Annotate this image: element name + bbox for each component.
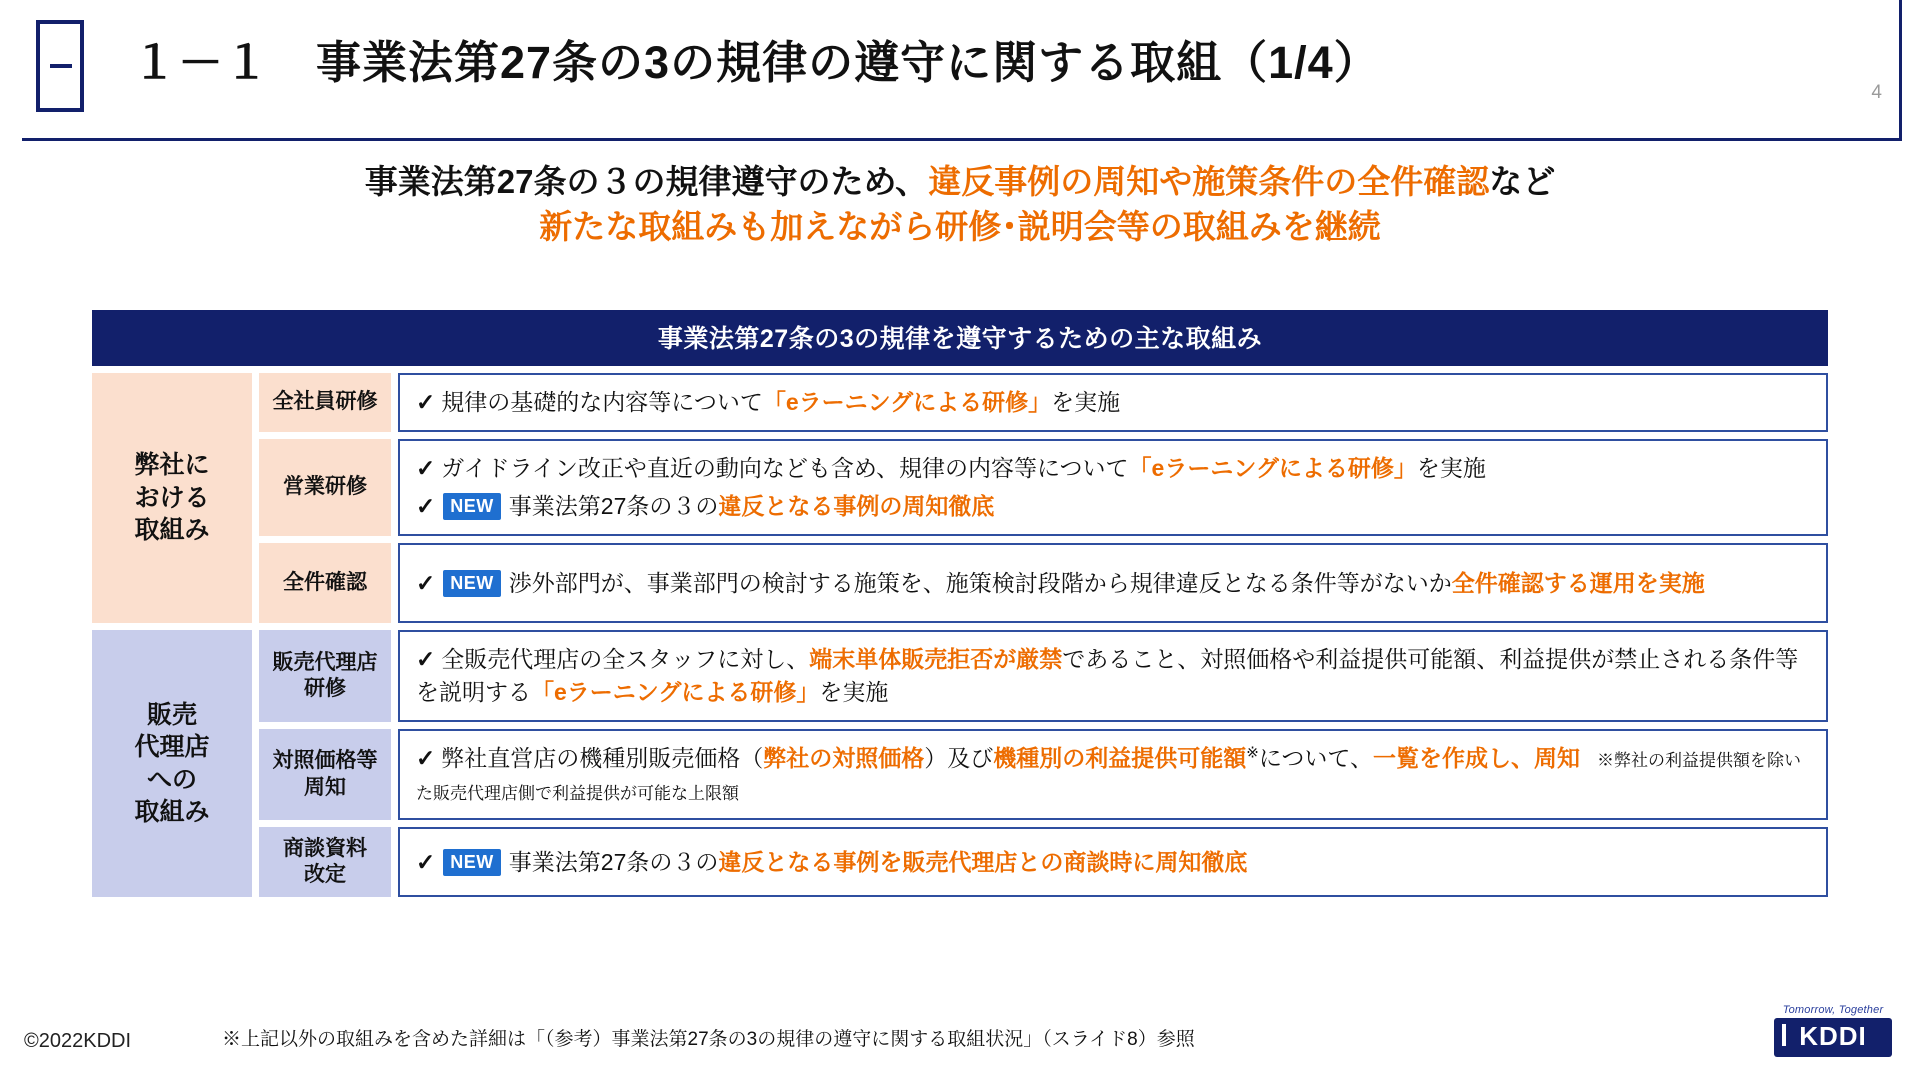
text-segment: 規律の基礎的な内容等について [441,389,763,415]
new-badge: NEW [443,849,501,876]
table-grid [92,373,1828,897]
row-body-reference-price [398,729,1828,820]
header-divider [22,138,1902,141]
check-icon: ✓ [416,744,436,771]
check-icon: ✓ [416,569,436,596]
text-segment: 全販売代理店の全スタッフに対し、 [441,646,810,673]
table-band-title: 事業法第27条の3の規律を遵守するための主な取組み [92,310,1828,366]
text-segment-highlight: 弊社の対照価格 [763,744,925,771]
row-label-sales-training: 営業研修 [259,439,391,536]
page-number: 4 [1871,82,1882,103]
check-icon: ✓ [416,493,436,520]
bullet-line [416,643,1812,708]
text-segment: ）及び [924,744,994,771]
group-label-company: 弊社に おける 取組み [92,373,252,623]
lead-line-1-part-3: など [1489,163,1556,200]
row-body-material-revision [398,827,1828,897]
check-icon: ✓ [416,646,436,673]
page-title: １－１ 事業法第27条の3の規律の遵守に関する取組（1/4） [132,37,1380,88]
bullet-line [416,452,1812,485]
table-row [259,439,1828,536]
footer-note: ※上記以外の取組みを含めた詳細は「（参考）事業法第27条の3の規律の遵守に関する取組状況」（スライド8）参照 [222,1029,1195,1050]
text-segment-highlight: 違反となる事例を販売代理店との商談時に周知徹底 [718,848,1248,875]
text-segment: 弊社直営店の機種別販売価格（ [441,744,764,771]
main-table [92,310,1828,897]
table-group-company [92,373,1828,623]
row-body-all-staff-training [398,373,1828,432]
footnote-text: ※弊社の利益提供額を除いた販売代理店側で利益提供が可能な上限額 [416,750,1801,803]
lead-line-1 [0,160,1920,205]
row-label-reference-price: 対照価格等 周知 [259,729,391,820]
group-company-rows [259,373,1828,623]
text-segment: を実施 [819,678,889,705]
lead-statement [0,160,1920,249]
row-body-agency-training [398,630,1828,722]
copyright: ©2022KDDI [24,1030,132,1052]
text-segment-highlight: 端末単体販売拒否が厳禁 [809,646,1063,673]
text-segment: を実施 [1416,454,1486,481]
row-label-full-check: 全件確認 [259,543,391,623]
text-segment: 事業法第27条の３の [508,493,719,520]
table-row [259,630,1828,722]
row-label-agency-training: 販売代理店 研修 [259,630,391,722]
row-label-material-revision: 商談資料 改定 [259,827,391,897]
lead-line-1-highlight: 違反事例の周知や施策条件の全件確認 [928,163,1490,200]
new-badge: NEW [443,493,501,520]
lead-line-2: 新たな取組みも加えながら研修･説明会等の取組みを継続 [539,207,1381,245]
bullet-line [416,490,1812,523]
row-body-full-check [398,543,1828,623]
text-segment: について、 [1258,744,1373,771]
text-segment-highlight: 機種別の利益提供可能額 [993,744,1247,771]
text-segment-highlight: 全件確認する運用を実施 [1451,569,1705,596]
text-segment: であること、対照価格や利益提供可能額、利益提供が禁止される条件等を説明する [416,646,1799,705]
group-label-agency: 販売 代理店 への 取組み [92,630,252,897]
bullet-line [416,386,1812,419]
table-row [259,729,1828,820]
check-icon: ✓ [416,389,436,415]
check-icon: ✓ [416,848,436,875]
bracket-icon [36,20,84,112]
text-segment-highlight: 「eラーニングによる研修」 [531,678,820,705]
text-segment-highlight: 違反となる事例の周知徹底 [718,493,995,520]
logo-tagline: Tomorrow, Together [1782,1004,1884,1016]
lead-line-1-part-1: 事業法第27条の３の規律遵守のため、 [364,163,929,200]
slide-header [0,0,1920,140]
table-row [259,373,1828,432]
bullet-line [416,742,1812,807]
row-body-sales-training [398,439,1828,536]
table-group-agency [92,630,1828,897]
text-segment: 渉外部門が、事業部門の検討する施策を、施策検討段階から規律違反となる条件等がないか [508,569,1452,596]
row-label-all-staff-training: 全社員研修 [259,373,391,432]
text-segment-highlight: 一覧を作成し、周知 [1372,744,1580,771]
table-row [259,543,1828,623]
text-segment-highlight: 「eラーニングによる研修」 [762,389,1052,415]
bullet-line [416,846,1812,879]
text-segment: 事業法第27条の３の [508,848,719,875]
group-agency-rows [259,630,1828,897]
text-segment: ガイドライン改正や直近の動向なども含め、規律の内容等について [441,454,1129,481]
logo-mark: KDDI [1774,1018,1892,1057]
new-badge: NEW [443,570,501,597]
header-right-accent [1899,0,1902,140]
text-segment: を実施 [1051,389,1121,415]
text-segment-highlight: 「eラーニングによる研修」 [1128,454,1417,481]
table-row [259,827,1828,897]
footnote-marker: ※ [1246,744,1259,762]
bullet-line [416,567,1812,600]
kddi-logo [1774,1004,1892,1057]
check-icon: ✓ [416,454,436,481]
